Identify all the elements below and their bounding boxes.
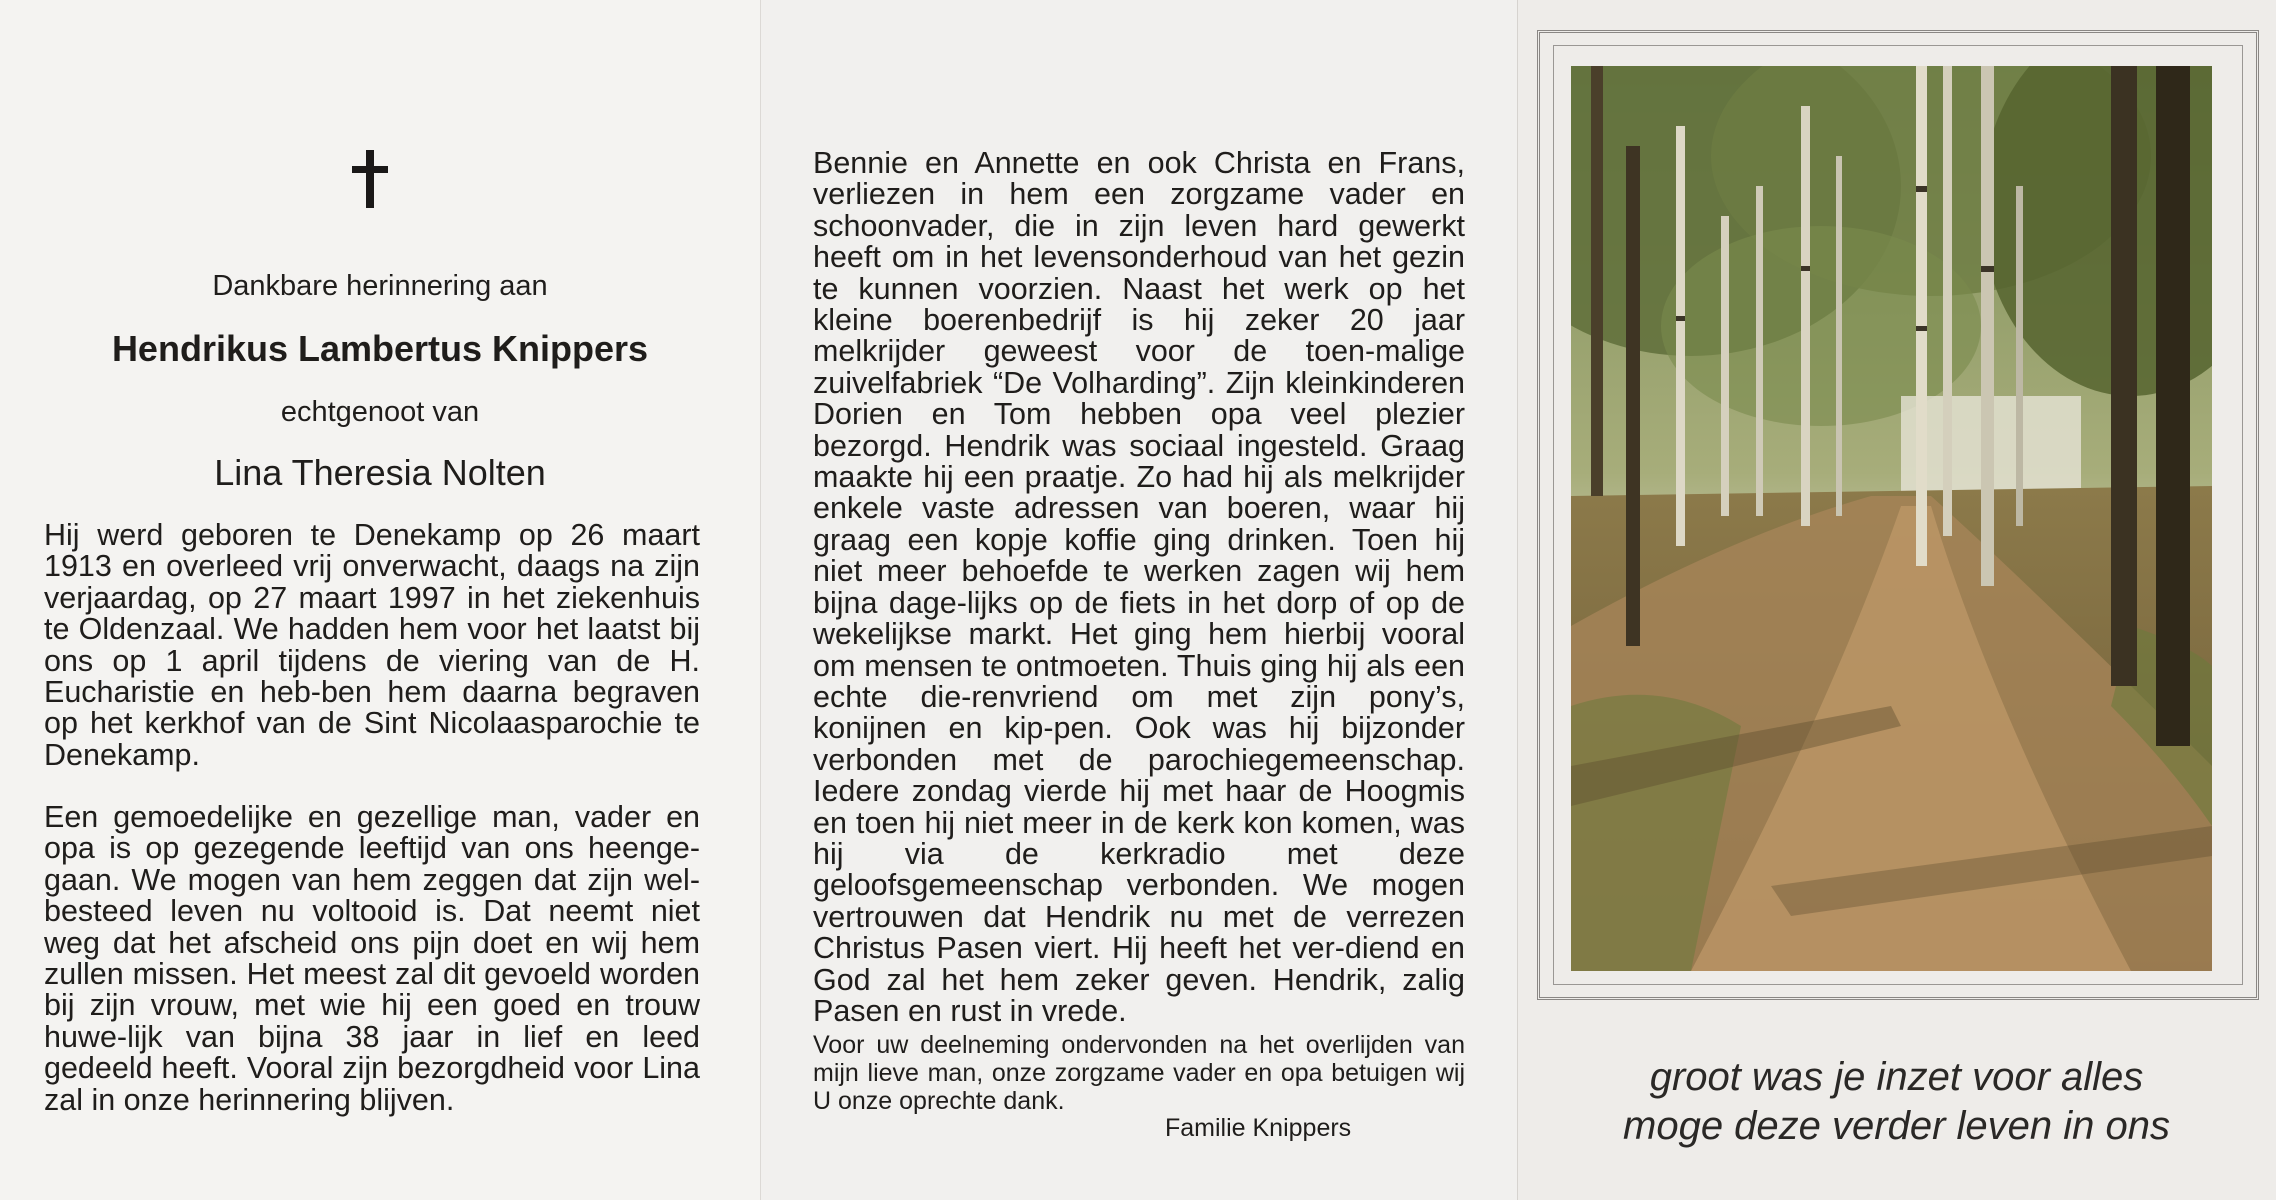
spouse-name: Lina Theresia Nolten: [214, 452, 546, 493]
spouse-label: echtgenoot van: [280, 396, 480, 428]
forest-path-photo: [1571, 66, 2212, 971]
tribute-paragraph: Een gemoedelijke en gezellige man, vader en opa is op gezegende leeftijd van ons heenge-gaan. We mogen van hem zeggen dat zijn wel-besteed leven nu voltooid is. Dat neemt niet weg dat het afscheid ons pijn doet en wij hem zullen missen. Het meest zal dit gevoeld worden bij zijn vrouw, met wie hij een goed en trouw huwe-lijk van bijna 38 jaar in lief en leed gedeeld heeft. Vooral zijn bezorgdheid voor Lina zal in onze herinnering blijven.: [44, 800, 700, 1117]
intro-text: Dankbare herinnering aan: [212, 270, 548, 302]
family-signature: Familie Knippers: [1165, 1114, 1352, 1142]
verse-line-2: moge deze verder leven in ons: [1623, 1104, 2170, 1148]
biography-paragraph: Hij werd geboren te Denekamp op 26 maart 1913 en overleed vrij onverwacht, daags na zijn verjaardag, op 27 maart 1997 in het ziekenhuis te Oldenzaal. We hadden hem voor het laatst bij ons op 1 april tijdens de viering van de H. Eucharistie en heb-ben hem daarna begraven op het kerkhof van de Sint Nicolaasparochie te Denekamp.: [44, 518, 700, 772]
cross-icon: [350, 150, 390, 208]
deceased-name: Hendrikus Lambertus Knippers: [111, 328, 649, 369]
verse-line-1: groot was je inzet voor alles: [1649, 1055, 2144, 1099]
family-paragraph: Bennie en Annette en ook Christa en Frans, verliezen in hem een zorgzame vader en schoonvader, die in zijn leven hard gewerkt heeft om in het levensonderhoud van het gezin te kunnen voorzien. Naast het werk op het kleine boerenbedrijf is hij zeker 20 jaar melkrijder geweest voor de toen-malige zuivelfabriek “De Volharding”. Zijn kleinkinderen Dorien en Tom hebben opa veel plezier bezorgd. Hendrik was sociaal ingesteld. Graag maakte hij een praatje. Zo had hij als melkrijder enkele vaste adressen van boeren, waar hij graag een kopje koffie ging drinken. Toen hij niet meer behoefde te werken zagen wij hem bijna dage-lijks op de fiets in het dorp of op de wekelijkse markt. Het ging hem hierbij vooral om mensen te ontmoeten. Thuis ging hij als een echte die-renvriend om met zijn pony’s, konijnen en kip-pen. Ook was hij bijzonder verbonden met de parochiegemeenschap. Iedere zondag vierde hij met haar de Hoogmis en toen hij niet meer in de kerk kon komen, was hij via de kerkradio met deze geloofsgemeenschap verbonden. We mogen vertrouwen dat Hendrik nu met de verrezen Christus Pasen viert. Hij heeft het ver-diend en God zal het hem zeker geven. Hendrik, zalig Pasen en rust in vrede.: [813, 146, 1465, 1028]
thanks-text: Voor uw deelneming ondervonden na het overlijden van mijn lieve man, onze zorgzame vader en opa betuigen wij U onze oprechte dank.: [813, 1031, 1465, 1115]
